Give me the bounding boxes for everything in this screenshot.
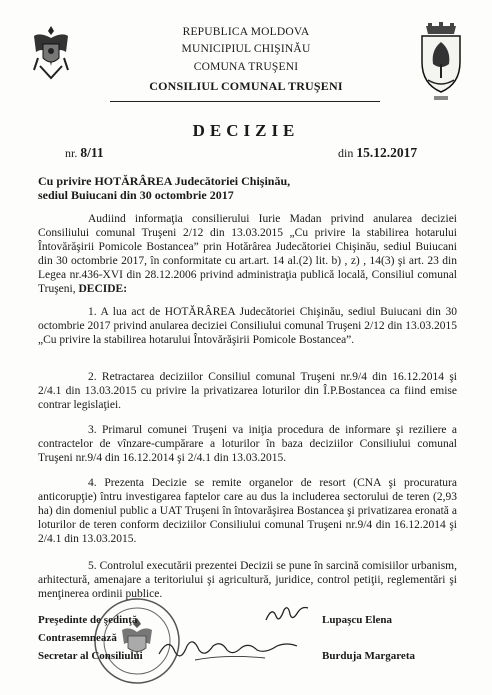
subject-line: sediul Buiucani din 30 octombrie 2017 <box>38 188 234 202</box>
decision-date <box>338 145 417 161</box>
decision-subject <box>38 174 438 202</box>
chair-name: Lupaşcu Elena <box>322 614 392 626</box>
decision-number-label: nr. <box>65 146 78 160</box>
countersign-label: Contrasemnează <box>38 632 117 644</box>
article-5-paragraph: 5. Controlul executării prezentei Decizii se pune în sarcină comisiilor urbanism, arhitectură, amenajare a teritoriului şi agricultură, juridice, control petiţii, reglementări şi menţinerea ordinii publice. <box>38 560 457 600</box>
article-4-paragraph: 4. Prezenta Decizie se remite organelor de resort (CNA şi procuratura anticorupţie) întru investigarea faptelor care au dus la includerea sectorului de teren (2,93 ha) din domeniul public a UAT Truşeni în întovarăşirea Bostancea şi privatizarea eronată a loturilor de teren conform deciziilor Consiliului comunal Truşeni nr.9/4 din 16.12.2014 şi 2/4.1 din 13.03.2015. <box>38 477 457 545</box>
article-2-paragraph: 2. Retractarea deciziilor Consiliul comunal Truşeni nr.9/4 din 16.12.2014 şi 2/4.1 din 13.03.2015 cu privire la privatizarea loturilor din Î.P.Bostancea ca fiind emise contrar legislaţiei. <box>38 371 457 411</box>
header-commune: COMUNA TRUŞENI <box>193 61 299 73</box>
preamble-paragraph: Audiind informaţia consilierului Iurie Madan privind anularea deciziei Consiliului comunal Truşeni 2/12 din 13.03.2015 „Cu privire la stabilirea hotarului Întovărăşirii Pomicole Bostancea” prin Hotărârea Judecătoriei Chişinău, sediul Buiucani din 30 octombrie 2017, în conformitate cu art.art. 14 al.(2) lit. b) , z) , 14(3) şi art. 23 din Legea nr.436-XVI din 28.12.2006 privind administraţia publică locală, Consiliul comunal Truşeni, DECIDE: <box>38 213 457 295</box>
handwritten-signature-icon <box>262 602 312 633</box>
secretary-label: Secretar al Consiliului <box>38 650 143 662</box>
header-country: REPUBLICA MOLDOVA <box>182 26 310 38</box>
header-divider <box>110 101 380 102</box>
decision-date-label: din <box>338 146 354 160</box>
decision-date-value: 15.12.2017 <box>356 145 418 160</box>
article-3-paragraph: 3. Primarul comunei Truşeni va iniţia procedura de informare şi reziliere a contractelor de vînzare-cumpărare a loturilor în baza deciziilor Consiliului comunal Truşeni nr.9/4 din 16.12.2014 şi 2/4.1 din 13.03.2015. <box>38 424 457 464</box>
header-council: CONSILIUL COMUNAL TRUŞENI <box>149 79 343 93</box>
decision-number <box>65 145 104 161</box>
decide-keyword: DECIDE: <box>78 283 128 295</box>
decision-title: DECIZIE <box>192 121 300 140</box>
handwritten-signature-icon <box>155 632 305 671</box>
secretary-name: Burduja Margareta <box>322 650 415 662</box>
subject-line: Cu privire HOTĂRÂREA Judecătoriei Chişinău, <box>38 174 291 188</box>
chair-label: Preşedinte de şedinţă <box>38 614 138 626</box>
decision-number-value: 8/11 <box>80 145 104 160</box>
article-1-paragraph: 1. A lua act de HOTĂRÂREA Judecătoriei Chişinău, sediul Buiucani din 30 octombrie 2017 privind anularea deciziei Consiliului comunal Truşeni 2/12 din 13.03.2015 „Cu privire la stabilirea hotarului Întovărăşirii Pomicole Bostancea”. <box>38 306 457 346</box>
header-municipality: MUNICIPIUL CHIŞINĂU <box>181 43 311 55</box>
